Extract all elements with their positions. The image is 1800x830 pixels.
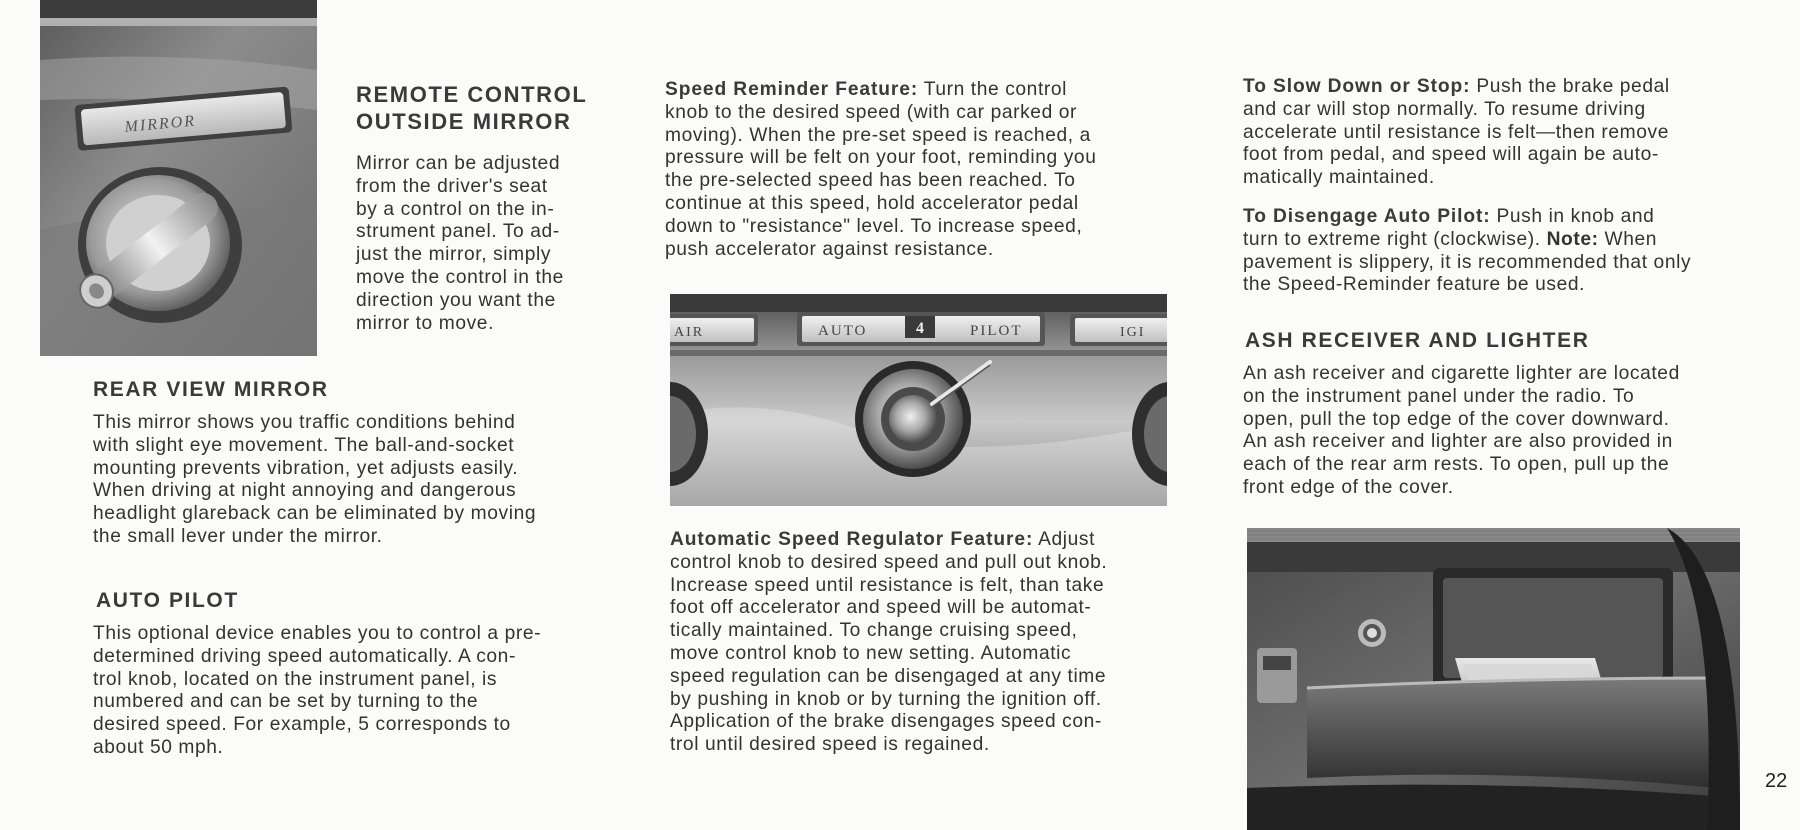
rear-view-body [93, 412, 598, 549]
body-line: Adjust [1033, 529, 1096, 550]
body-line: foot off accelerator and speed will be automat- [670, 597, 1092, 619]
body-line: foot from pedal, and speed will again be auto- [1243, 144, 1659, 166]
body-line: open, pull the top edge of the cover downward. [1243, 408, 1670, 430]
body-line: and car will stop normally. To resume driving [1243, 98, 1646, 120]
auto-pilot-heading: AUTO PILOT [96, 589, 239, 612]
body-line: pressure will be felt on your foot, reminding you [665, 147, 1097, 169]
slow-down-paragraph [1243, 76, 1748, 190]
remote-mirror-heading [356, 81, 587, 135]
dash-right-label: IGI [1120, 325, 1146, 340]
body-line: Increase speed until resistance is felt, than take [670, 574, 1105, 596]
body-line: Application of the brake disengages speed con- [670, 711, 1102, 733]
body-line: This optional device enables you to control a pre- [93, 623, 542, 644]
speed-reminder-paragraph [665, 79, 1175, 261]
body-line: An ash receiver and cigarette lighter are located [1243, 363, 1680, 384]
disengage-lead: To Disengage Auto Pilot: [1243, 206, 1491, 227]
note-label: Note: [1546, 228, 1599, 250]
body-line: Push the brake pedal [1470, 76, 1670, 97]
body-line: pavement is slippery, it is recommended that only [1243, 251, 1692, 273]
body-line: moving). When the pre-set speed is reached, a [665, 124, 1091, 146]
body-line: When [1598, 228, 1658, 250]
disengage-paragraph [1243, 206, 1748, 297]
body-line: continue at this speed, hold accelerator pedal [665, 192, 1079, 214]
remote-mirror-heading-line2: OUTSIDE MIRROR [356, 109, 572, 134]
body-line: Turn the control [918, 79, 1068, 100]
body-line: This mirror shows you traffic conditions behind [93, 412, 516, 433]
body-line: control knob to desired speed and pull out knob. [670, 551, 1108, 573]
body-line: just the mirror, simply [356, 244, 552, 266]
body-line: desired speed. For example, 5 corresponds to [93, 714, 511, 736]
body-line: accelerate until resistance is felt—then remove [1243, 121, 1669, 143]
body-line: trol until desired speed is regained. [670, 734, 990, 756]
mirror-plate-label: MIRROR [123, 112, 197, 136]
remote-mirror-body [356, 153, 592, 335]
body-line: move control knob to new setting. Automatic [670, 642, 1072, 664]
body-line: mounting prevents vibration, yet adjusts easily. [93, 457, 519, 479]
body-line: from the driver's seat [356, 175, 548, 197]
body-line: the Speed-Reminder feature be used. [1243, 274, 1586, 296]
body-line: by pushing in knob or by turning the ignition off. [670, 688, 1102, 710]
body-line: tically maintained. To change cruising speed, [670, 620, 1078, 642]
body-line: about 50 mph. [93, 736, 224, 758]
ash-receiver-photo [1247, 528, 1740, 830]
body-line: by a control on the in- [356, 198, 555, 220]
body-line: speed regulation can be disengaged at any time [670, 665, 1107, 687]
ash-body [1243, 363, 1748, 500]
body-line: each of the rear arm rests. To open, pull up the [1243, 454, 1670, 476]
auto-regulator-lead: Automatic Speed Regulator Feature: [670, 529, 1034, 550]
body-line: strument panel. To ad- [356, 221, 560, 243]
rear-view-heading: REAR VIEW MIRROR [93, 378, 329, 401]
page-number: 22 [1765, 770, 1788, 792]
auto-pilot-dash-photo [670, 294, 1167, 506]
body-line: on the instrument panel under the radio. To [1243, 385, 1635, 407]
body-line: headlight glareback can be eliminated by moving [93, 503, 537, 525]
body-line: the small lever under the mirror. [93, 525, 383, 547]
body-line: turn to extreme right (clockwise). [1243, 228, 1547, 250]
body-line: Mirror can be adjusted [356, 153, 561, 174]
body-line: trol knob, located on the instrument panel, is [93, 668, 498, 690]
body-line: numbered and can be set by turning to the [93, 691, 479, 713]
body-line: push accelerator against resistance. [665, 238, 994, 260]
body-line: An ash receiver and lighter are also provided in [1243, 431, 1673, 453]
body-line: front edge of the cover. [1243, 476, 1454, 498]
ash-heading: ASH RECEIVER AND LIGHTER [1245, 329, 1590, 352]
body-line: matically maintained. [1243, 167, 1435, 189]
dash-plate-number: 4 [916, 320, 924, 337]
body-line: determined driving speed automatically. A con- [93, 645, 516, 667]
remote-mirror-heading-line1: REMOTE CONTROL [356, 82, 588, 107]
body-line: knob to the desired speed (with car parked or [665, 101, 1078, 123]
dash-plate-right: PILOT [970, 323, 1023, 339]
auto-pilot-body [93, 623, 598, 760]
body-line: When driving at night annoying and dangerous [93, 480, 517, 502]
auto-regulator-paragraph [670, 529, 1175, 757]
dash-left-label: AIR [674, 325, 705, 340]
body-line: the pre-selected speed has been reached. To [665, 170, 1076, 192]
body-line: direction you want the [356, 289, 556, 311]
body-line: with slight eye movement. The ball-and-socket [93, 434, 515, 456]
speed-reminder-lead: Speed Reminder Feature: [665, 79, 919, 100]
body-line: move the control in the [356, 266, 564, 288]
body-line: down to "resistance" level. To increase speed, [665, 215, 1083, 237]
body-line: Push in knob and [1490, 206, 1655, 227]
mirror-control-photo [40, 0, 317, 356]
dash-plate-left: AUTO [818, 323, 868, 339]
slow-down-lead: To Slow Down or Stop: [1243, 76, 1471, 97]
body-line: mirror to move. [356, 312, 495, 334]
